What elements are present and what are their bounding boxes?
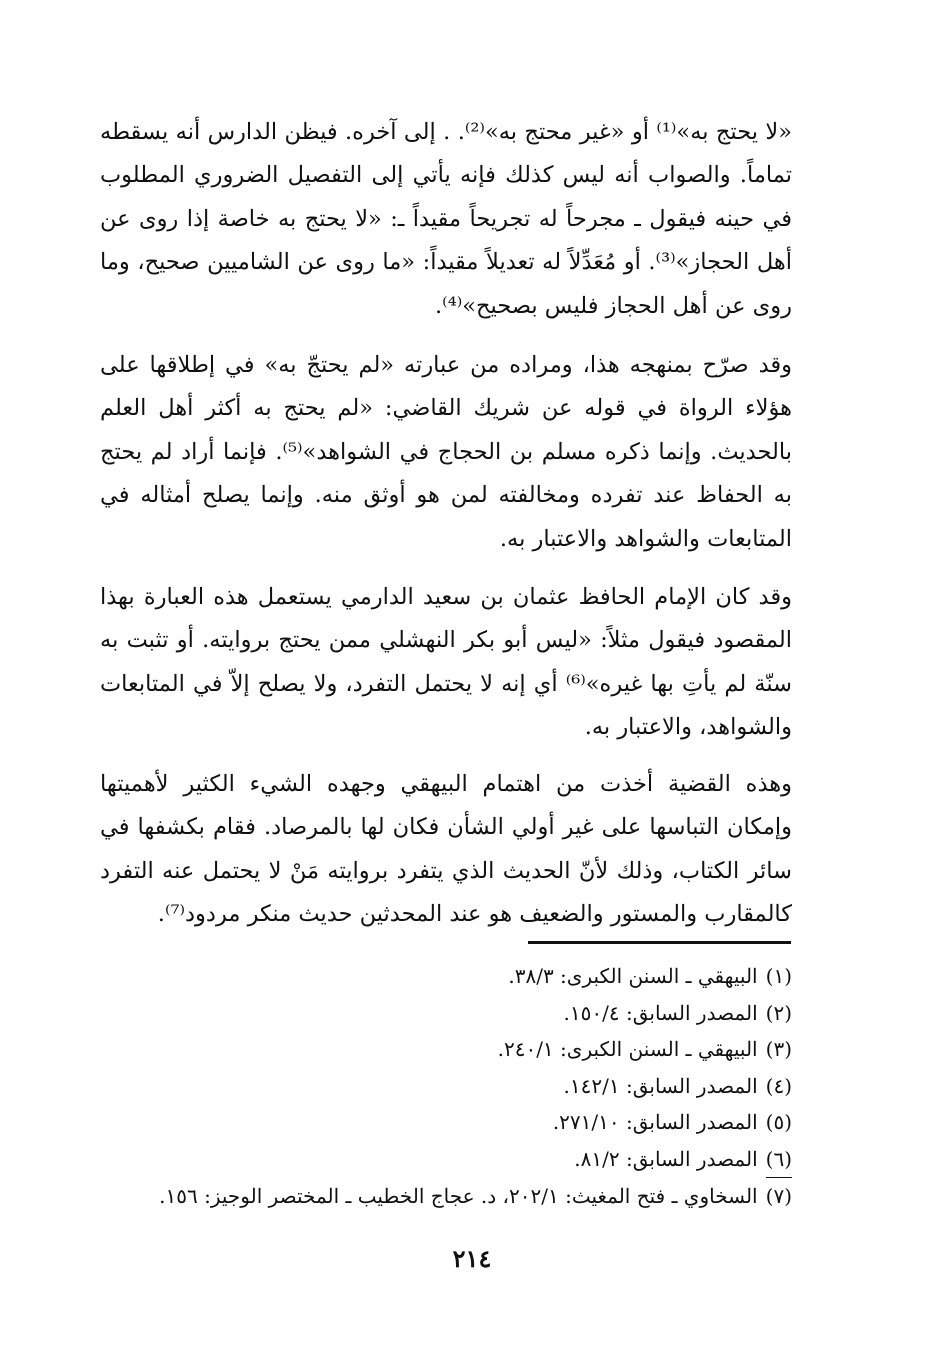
footnote-text: المصدر السابق: ٨١/٢. xyxy=(574,1146,758,1171)
footnote-text: السخاوي ـ فتح المغيث: ٢٠٢/١، د. عجاج الخطيب ـ المختصر الوجيز: ١٥٦. xyxy=(159,1184,758,1208)
footnote-number: (٦) xyxy=(766,1141,792,1179)
footnote-number: (٢) xyxy=(765,1000,792,1025)
page-number: ٢١٤ xyxy=(452,1244,492,1273)
footnote-separator xyxy=(528,941,791,944)
footnote-text: البيهقي ـ السنن الكبرى: ٣٨/٣. xyxy=(508,964,758,988)
footnote-2 xyxy=(100,995,792,1032)
footnote-text: المصدر السابق: ١٥٠/٤. xyxy=(563,1000,758,1025)
footnote-text: البيهقي ـ السنن الكبرى: ٢٤٠/١. xyxy=(497,1037,758,1061)
footnotes-list xyxy=(100,958,792,1215)
footnote-1 xyxy=(100,958,792,995)
paragraph-4: وهذه القضية أخذت من اهتمام البيهقي وجهده الشيء الكثير لأهميتها وإمكان التباسها على غير أولي الشأن فكان لها بالمرصاد. فقام بكشفها في سائر الكتاب، وذلك لأنّ الحديث الذي يتفرد بروايته مَنْ لا يحتمل عنه التفرد كالمقارب والمستور والضعيف هو عند المحدثين حديث منكر مردود⁽⁷⁾. xyxy=(100,770,792,927)
footnote-text: المصدر السابق: ١٤٢/١. xyxy=(563,1073,758,1098)
footnote-number: (٧) xyxy=(765,1184,792,1208)
footnote-number: (٣) xyxy=(765,1037,792,1061)
footnote-number: (١) xyxy=(765,964,792,988)
footnote-number: (٤) xyxy=(765,1073,792,1098)
footnote-text: المصدر السابق: ٢٧١/١٠. xyxy=(552,1110,758,1134)
paragraph-2: وقد صرّح بمنهجه هذا، ومراده من عبارته «لم يحتجّ به» في إطلاقها على هؤلاء الرواة في قوله عن شريك القاضي: «لم يحتج به أكثر أهل العلم بالحديث. وإنما ذكره مسلم بن الحجاج في الشواهد»⁽⁵⁾. فإنما أراد لم يحتج به الحفاظ عند تفرده ومخالفته لمن هو أوثق منه. وإنما يصلح أمثاله في المتابعات والشواهد والاعتبار به. xyxy=(100,351,792,552)
footnote-5 xyxy=(100,1104,792,1141)
footnote-4 xyxy=(100,1068,792,1105)
paragraph-1: «لا يحتج به»⁽¹⁾ أو «غير محتج به»⁽²⁾. . إلى آخره. فيظن الدارس أنه يسقطه تماماً. والصواب أنه ليس كذلك فإنه يأتي إلى التفصيل الضروري المطلوب في حينه فيقول ـ مجرحاً له تجريحاً مقيداً ـ: «لا يحتج به خاصة إذا روى عن أهل الحجاز»⁽³⁾. أو مُعَدِّلاً له تعديلاً مقيداً: «ما روى عن الشاميين صحيح، وما روى عن أهل الحجاز فليس بصحيح»⁽⁴⁾. xyxy=(100,118,793,319)
paragraph-3: وقد كان الإمام الحافظ عثمان بن سعيد الدارمي يستعمل هذه العبارة بهذا المقصود فيقول مثلاً: «ليس أبو بكر النهشلي ممن يحتج بروايته. أو تثبت به سنّة لم يأتِ بها غيره»⁽⁶⁾ أي إنه لا يحتمل التفرد، ولا يصلح إلاّ في المتابعات والشواهد، والاعتبار به. xyxy=(100,583,792,740)
footnote-number: (٥) xyxy=(765,1110,792,1134)
footnote-3 xyxy=(100,1031,792,1068)
footnote-6 xyxy=(100,1141,792,1179)
footnote-7 xyxy=(100,1178,792,1215)
